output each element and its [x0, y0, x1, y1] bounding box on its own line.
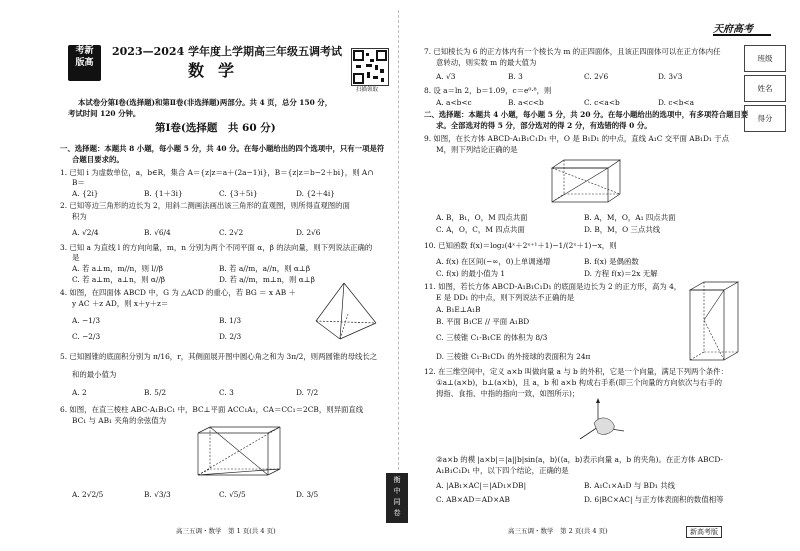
q4-stem-cont: y AC ＋z AD，则 x＋y＋z＝ — [72, 299, 169, 308]
q6-option-c: C. √5/5 — [219, 490, 246, 499]
page-2-footer: 高三五调・数学 第 2 页(共 4 页) — [508, 527, 608, 535]
q11-stem: 11. 如图，若长方体 ABCD-A₁B₁C₁D₁ 的底面是边长为 2 的正方形，高为 4， — [424, 282, 682, 291]
prism-figure — [184, 425, 284, 481]
right-hand-rule-figure — [576, 397, 628, 447]
q10-option-b: B. f(x) 是偶函数 — [584, 257, 639, 266]
q10-option-d: D. 方程 f(x)＝2x 无解 — [584, 269, 658, 278]
page-2 — [400, 0, 800, 551]
q6-stem-cont: BC₁ 与 AB₁ 夹角的余弦值为 — [72, 416, 167, 425]
score-box[interactable]: 得分 — [744, 105, 786, 132]
class-box[interactable]: 班级 — [744, 45, 786, 72]
q3-option-a: A. 若 a⊥m，m//n，则 l//β — [72, 264, 164, 273]
q12-stem: 12. 在三维空间中，定义 a×b 叫做向量 a 与 b 的外积，它是一个向量，满足下列两个条件： — [424, 367, 728, 376]
q11-option-a: A. B₁E⊥A₁B — [436, 305, 481, 314]
q6-option-d: D. 3/5 — [296, 490, 319, 499]
q7-option-a: A. √3 — [436, 72, 456, 81]
q2-stem: 2. 已知等边三角形的边长为 2，用斜二测画法画出该三角形的直观图，则所得直观图的面 — [60, 201, 350, 210]
q12-stem-cont-3: ②a×b 的模 |a×b|＝|a||b|sin⟨a，b⟩(⟨a，b⟩表示向量 a，b 的夹角)。在正方体 ABCD- — [436, 455, 723, 464]
q4-option-c: C. −2/3 — [72, 332, 101, 341]
q8-stem: 8. 设 a＝ln 2，b＝1.09，c＝e⁰·⁸，则 — [424, 86, 552, 95]
q11-option-b: B. 平面 B₁CE // 平面 A₁BD — [436, 317, 530, 326]
q6-option-b: B. √3/3 — [144, 490, 171, 499]
q5-option-a: A. 2 — [72, 388, 87, 397]
instructions-line-2: 考试时间 120 分钟。 — [68, 109, 141, 118]
q12-option-b: B. A₁C₁×A₁D 与 BD₁ 共线 — [584, 481, 676, 490]
q11-option-c: C. 三棱锥 C₁-B₁CE 的体积为 8/3 — [436, 333, 548, 342]
q9-stem-cont: M，则下列结论正确的是 — [436, 145, 518, 154]
qr-caption: 扫描领取 — [356, 87, 379, 93]
q2-option-b: B. √6/4 — [144, 228, 171, 237]
q12-stem-cont-4: A₁B₁C₁D₁ 中，以下四个结论，正确的是 — [436, 466, 569, 475]
q5-option-b: B. 5/2 — [144, 388, 167, 397]
volume-1-heading: 第Ⅰ卷(选择题 共 60 分) — [155, 122, 276, 134]
page-1-footer: 高三五调・数学 第 1 页(共 4 页) — [176, 527, 276, 535]
q4-stem: 4. 如图，在四面体 ABCD 中，G 为 △ACD 的重心，若 BG ＝ x AB ＋ — [60, 288, 296, 297]
section-1-line-1: 一、选择题：本题共 8 小题，每小题 5 分，共 40 分。在每小题给出的四个选项中，只有一项是符 — [60, 144, 385, 153]
q5-stem-cont: 和的最小值为 — [72, 370, 117, 379]
q10-option-a: A. f(x) 在区间(−∞，0)上单调递增 — [436, 257, 551, 266]
brand-logo: 天府高考 — [713, 20, 771, 36]
instructions-line-1: 本试卷分第Ⅰ卷(选择题)和第Ⅱ卷(非选择题)两部分。共 4 页，总分 150 分， — [78, 98, 333, 107]
section-2-line-1: 二、选择题：本题共 4 小题，每小题 5 分，共 20 分。在每小题给出的选项中，有多项符合题目要 — [424, 110, 749, 119]
q6-option-a: A. 2√2/5 — [72, 490, 104, 499]
section-2-line-2: 求。全部选对的得 5 分，部分选对的得 2 分，有选错的得 0 分。 — [436, 121, 652, 130]
q4-option-d: D. 2/3 — [219, 332, 242, 341]
subject-title: 数学 — [188, 61, 249, 80]
q1-option-d: D. {2＋4i} — [296, 189, 335, 198]
q3-option-b: B. 若 a//m，a//n，则 α⊥β — [219, 264, 311, 273]
name-box[interactable]: 姓名 — [744, 75, 786, 102]
q10-stem: 10. 已知函数 f(x)＝log₂(4ˣ＋2ˣ⁺¹＋1)−1/(2ˣ＋1)−x，则 — [424, 241, 617, 250]
edition-badge: 新高考版 — [686, 526, 722, 538]
q11-option-d: D. 三棱锥 C₁-B₁CD₁ 的外接球的表面积为 24π — [436, 352, 591, 361]
cuboid-figure-q11 — [686, 280, 742, 364]
q9-option-c: C. A，O，C，M 四点共面 — [436, 225, 525, 234]
q9-stem: 9. 如图，在长方体 ABCD-A₁B₁C₁D₁ 中，O 是 B₁D₁ 的中点，直线 A₁C 交平面 AB₁D₁ 于点 — [424, 134, 729, 143]
q1-option-c: C. {3＋5i} — [219, 189, 258, 198]
q7-option-d: D. 3√3 — [658, 72, 683, 81]
q7-option-c: C. 2√6 — [584, 72, 609, 81]
q1-option-b: B. {1＋3i} — [144, 189, 183, 198]
q2-option-a: A. √2/4 — [72, 228, 99, 237]
page-divider — [398, 10, 399, 470]
q7-option-b: B. 3 — [508, 72, 523, 81]
q12-stem-cont-2: 拇指、食指、中指的指向一致，如图所示)； — [436, 389, 580, 398]
q10-option-c: C. f(x) 的最小值为 1 — [436, 269, 506, 278]
q3-stem: 3. 已知 a 为直线 l 的方向向量，m，n 分别为两个不同平面 α，β 的法向量，则下列说法正确的 — [60, 243, 373, 252]
q8-option-d: D. c<b<a — [658, 98, 695, 107]
q3-stem-cont: 是 — [72, 253, 80, 262]
q2-option-c: C. 2√2 — [219, 228, 244, 237]
q12-option-d: D. 6|BC×AC| 与正方体表面积的数值相等 — [584, 495, 724, 504]
q9-option-a: A. B，B₁，O，M 四点共面 — [436, 213, 528, 222]
q5-option-c: C. 3 — [219, 388, 234, 397]
hengzhong-seal: 衡 中 同 卷 — [386, 473, 408, 523]
tetrahedron-figure — [312, 281, 382, 341]
qr-code[interactable] — [351, 48, 389, 86]
q3-option-c: C. 若 a⊥m，a⊥n，则 α//β — [72, 275, 166, 284]
q1-option-a: A. {2i} — [72, 189, 99, 198]
q7-stem: 7. 已知棱长为 6 的正方体内有一个棱长为 m 的正四面体，且该正四面体可以在正方体内任 — [424, 47, 721, 56]
q9-option-b: B. A，M，O，A₁ 四点共面 — [584, 213, 676, 222]
q5-option-d: D. 7/2 — [296, 388, 319, 397]
q6-stem: 6. 如图，在直三棱柱 ABC-A₁B₁C₁ 中，BC⊥平面 ACC₁A₁，CA＝CC₁＝2CB，则异面直线 — [60, 405, 364, 414]
q1-stem-cont: B＝ — [72, 178, 85, 187]
q7-stem-cont: 意转动，则实数 m 的最大值为 — [436, 58, 537, 67]
q5-stem: 5. 已知圆锥的底面积分别为 π/16，r，其侧面展开图中圆心角之和为 3π/2，则两圆锥的母线长之 — [60, 352, 378, 361]
q12-stem-cont-1: ①a⊥(a×b)，b⊥(a×b)，且 a，b 和 a×b 构成右手系(即三个向量的方向依次与右手的 — [436, 378, 722, 387]
q8-option-a: A. a<b<c — [436, 98, 472, 107]
q3-option-d: D. 若 a//m，m⊥n，则 α⊥β — [219, 275, 315, 284]
exam-title: 2023—2024 学年度上学期高三年级五调考试 — [112, 45, 343, 58]
q8-option-c: C. c<a<b — [584, 98, 620, 107]
q2-stem-cont: 积为 — [72, 212, 87, 221]
q12-option-c: C. AB×AD＝AD×AB — [436, 495, 510, 504]
cuboid-figure-q9 — [548, 158, 622, 204]
publisher-logo: 考新 版高 — [68, 45, 101, 81]
q4-option-a: A. −1/3 — [72, 316, 101, 325]
q1-stem: 1. 已知 i 为虚数单位，a，b∈R，集合 A＝{z|z＝a＋(2a−1)i}，B＝{z|z＝b−2＋bi}，则 A∩ — [60, 168, 374, 177]
section-1-line-2: 合题目要求的。 — [72, 155, 124, 164]
q8-option-b: B. a<c<b — [508, 98, 544, 107]
q2-option-d: D. 2√6 — [296, 228, 321, 237]
q9-option-d: D. B，M，O 三点共线 — [584, 225, 661, 234]
q4-option-b: B. 1/3 — [219, 316, 242, 325]
q11-stem-cont: E 是 DD₁ 的中点，则下列说法不正确的是 — [436, 293, 575, 302]
q12-option-a: A. |AB₁×AC|＝|AD₁×DB| — [436, 481, 527, 490]
